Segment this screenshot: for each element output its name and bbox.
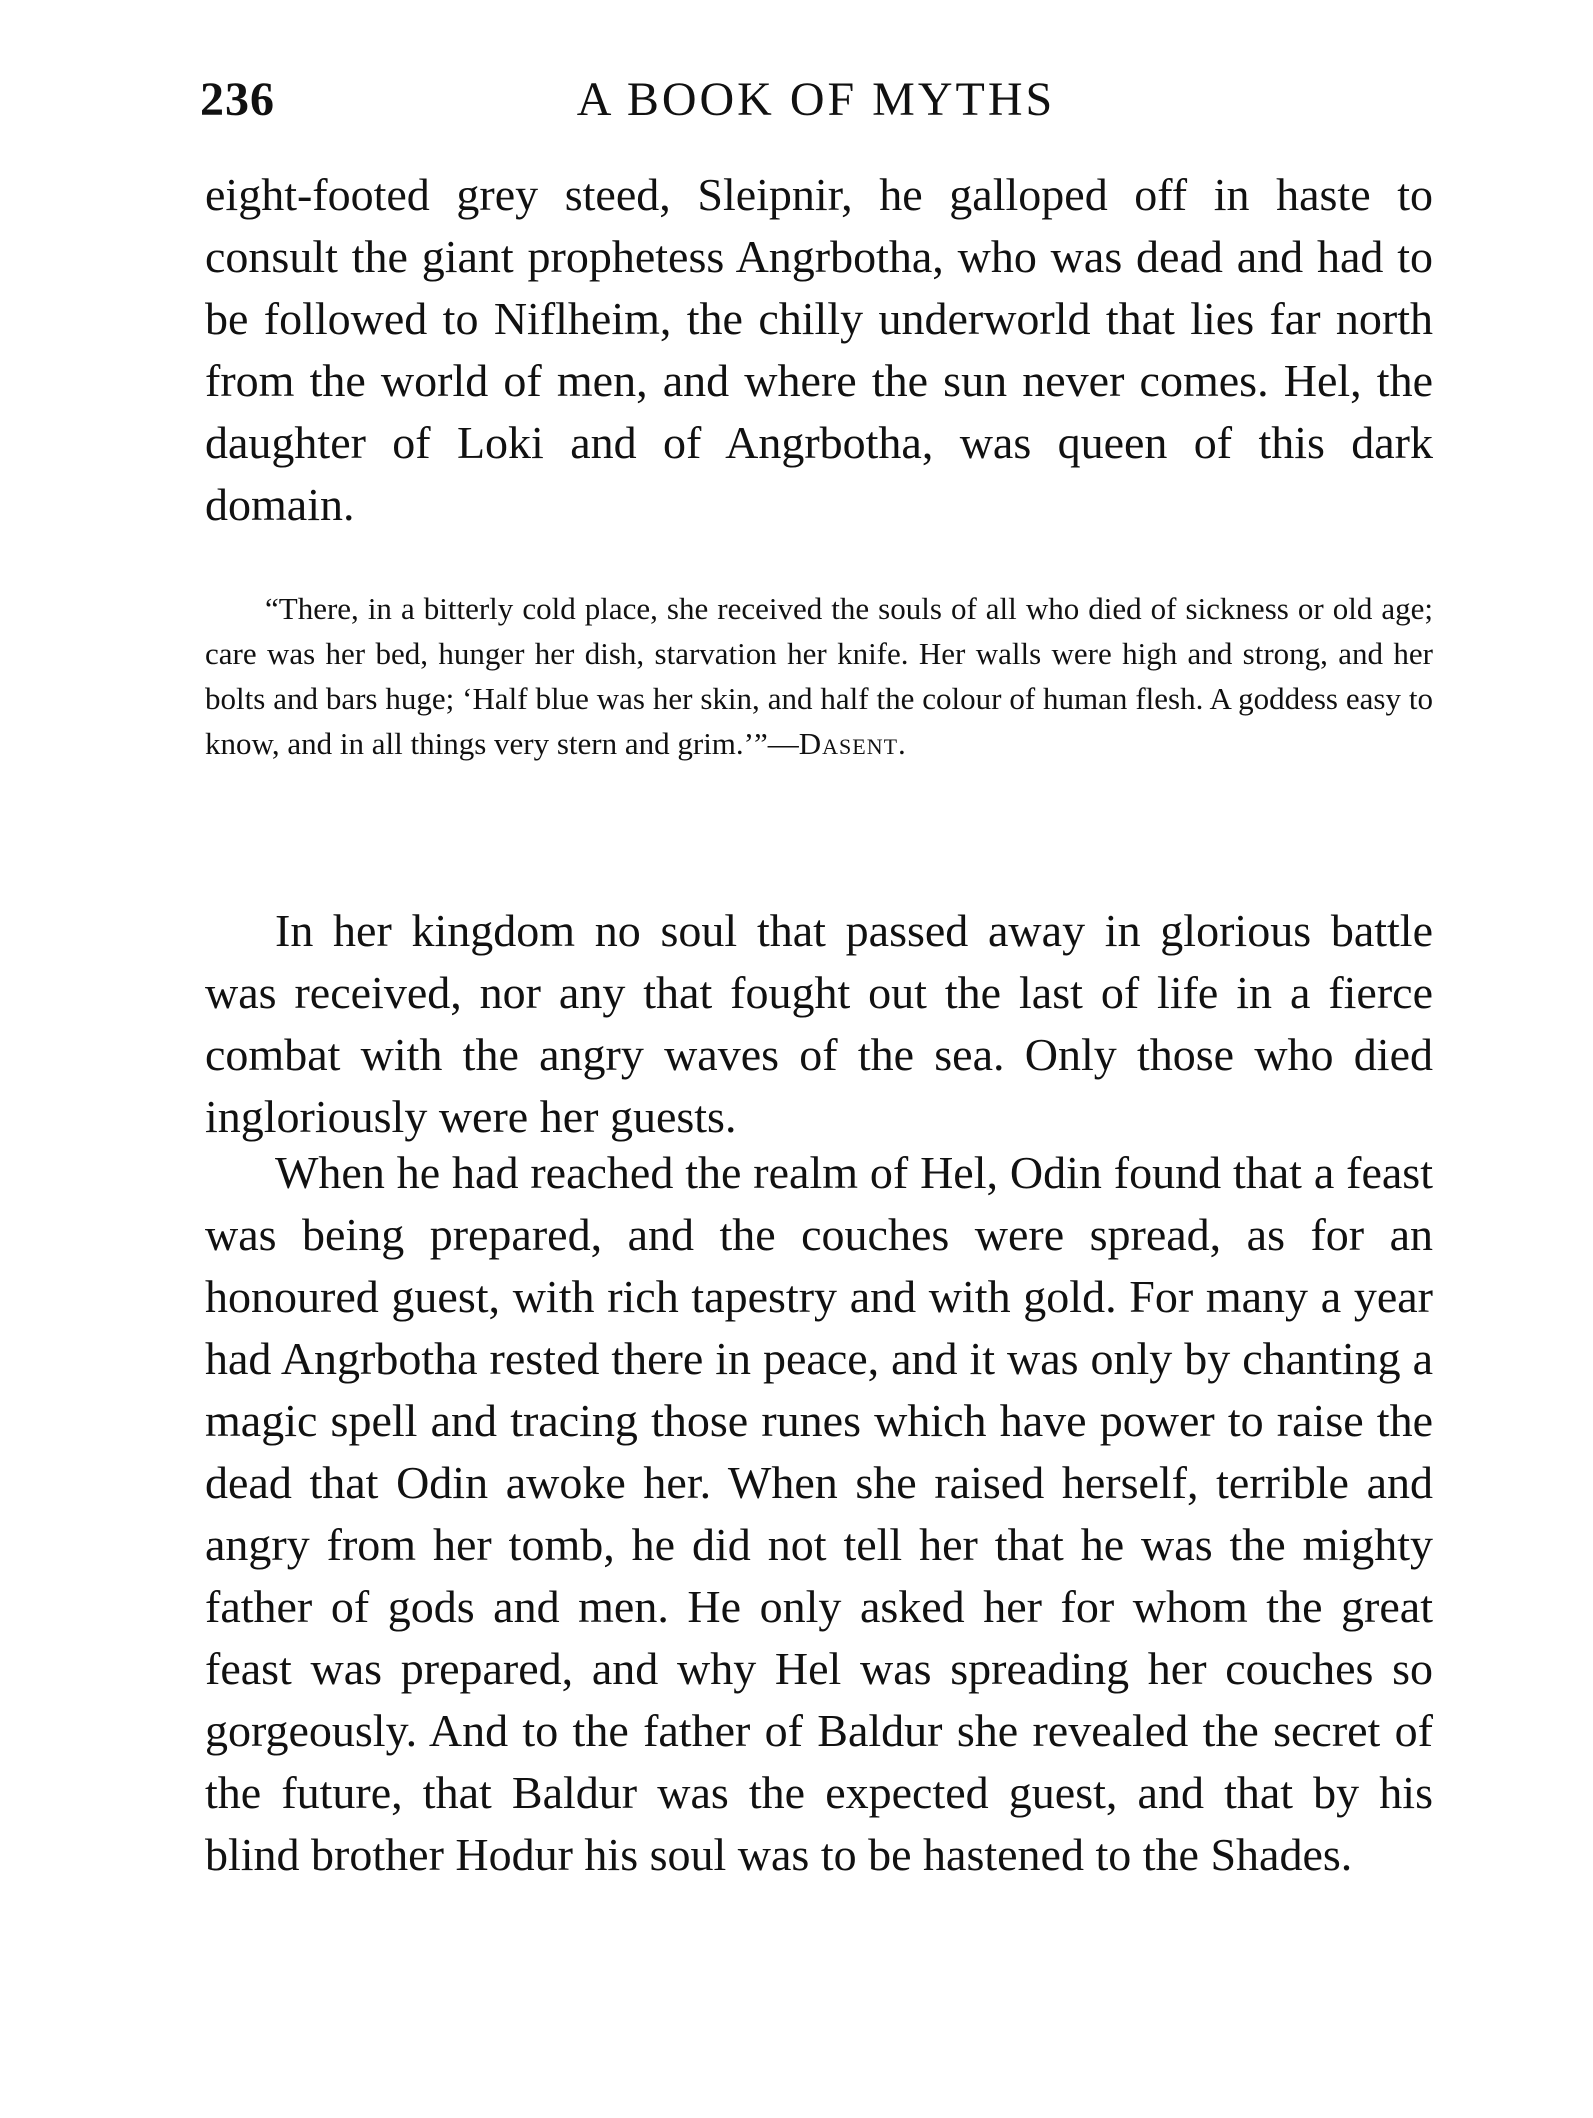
body-paragraph: eight-footed grey steed, Sleipnir, he galloped off in haste to consult the giant prophetess Angrbotha, who was dead and had to be followed to Niflheim, the chilly underworld that lies far north from the world of men, and where the sun never comes. Hel, the daughter of Loki and of Angrbotha, was queen of this dark domain.	[205, 169, 1433, 530]
running-head: A BOOK OF MYTHS	[576, 73, 1056, 126]
body-paragraph: When he had reached the realm of Hel, Odin found that a feast was being prepared, and the couches were spread, as for an honoured guest, with rich tapestry and with gold. For many a year had Angrbotha rested there in peace, and it was only by chanting a magic spell and tracing those runes which have power to raise the dead that Odin awoke her. When she raised herself, terrible and angry from her tomb, he did not tell her that he was the mighty father of gods and men. He only asked her for whom the great feast was prepared, and why Hel was spreading her couches so gorgeously. And to the father of Baldur she revealed the secret of the future, that Baldur was the expected guest, and that by his blind brother Hodur his soul was to be hastened to the Shades.	[205, 1147, 1433, 1880]
page-number: 236	[200, 73, 275, 126]
page-header	[200, 72, 1432, 132]
quote-text: “There, in a bitterly cold place, she received the souls of all who died of sickness or old age; care was her bed, hunger her dish, starvation her knife. Her walls were high and strong, and her bolts and bars huge; ‘Half blue was her skin, and half the colour of human flesh. A goddess easy to know, and in all things very stern and grim.’”—	[205, 591, 1433, 761]
body-paragraph: In her kingdom no soul that passed away in glorious battle was received, nor any that fought out the last of life in a fierce combat with the angry waves of the sea. Only those who died ingloriously were her guests.	[205, 905, 1433, 1142]
quote-attribution: Dasent.	[798, 726, 907, 761]
block-quote	[205, 586, 1433, 766]
